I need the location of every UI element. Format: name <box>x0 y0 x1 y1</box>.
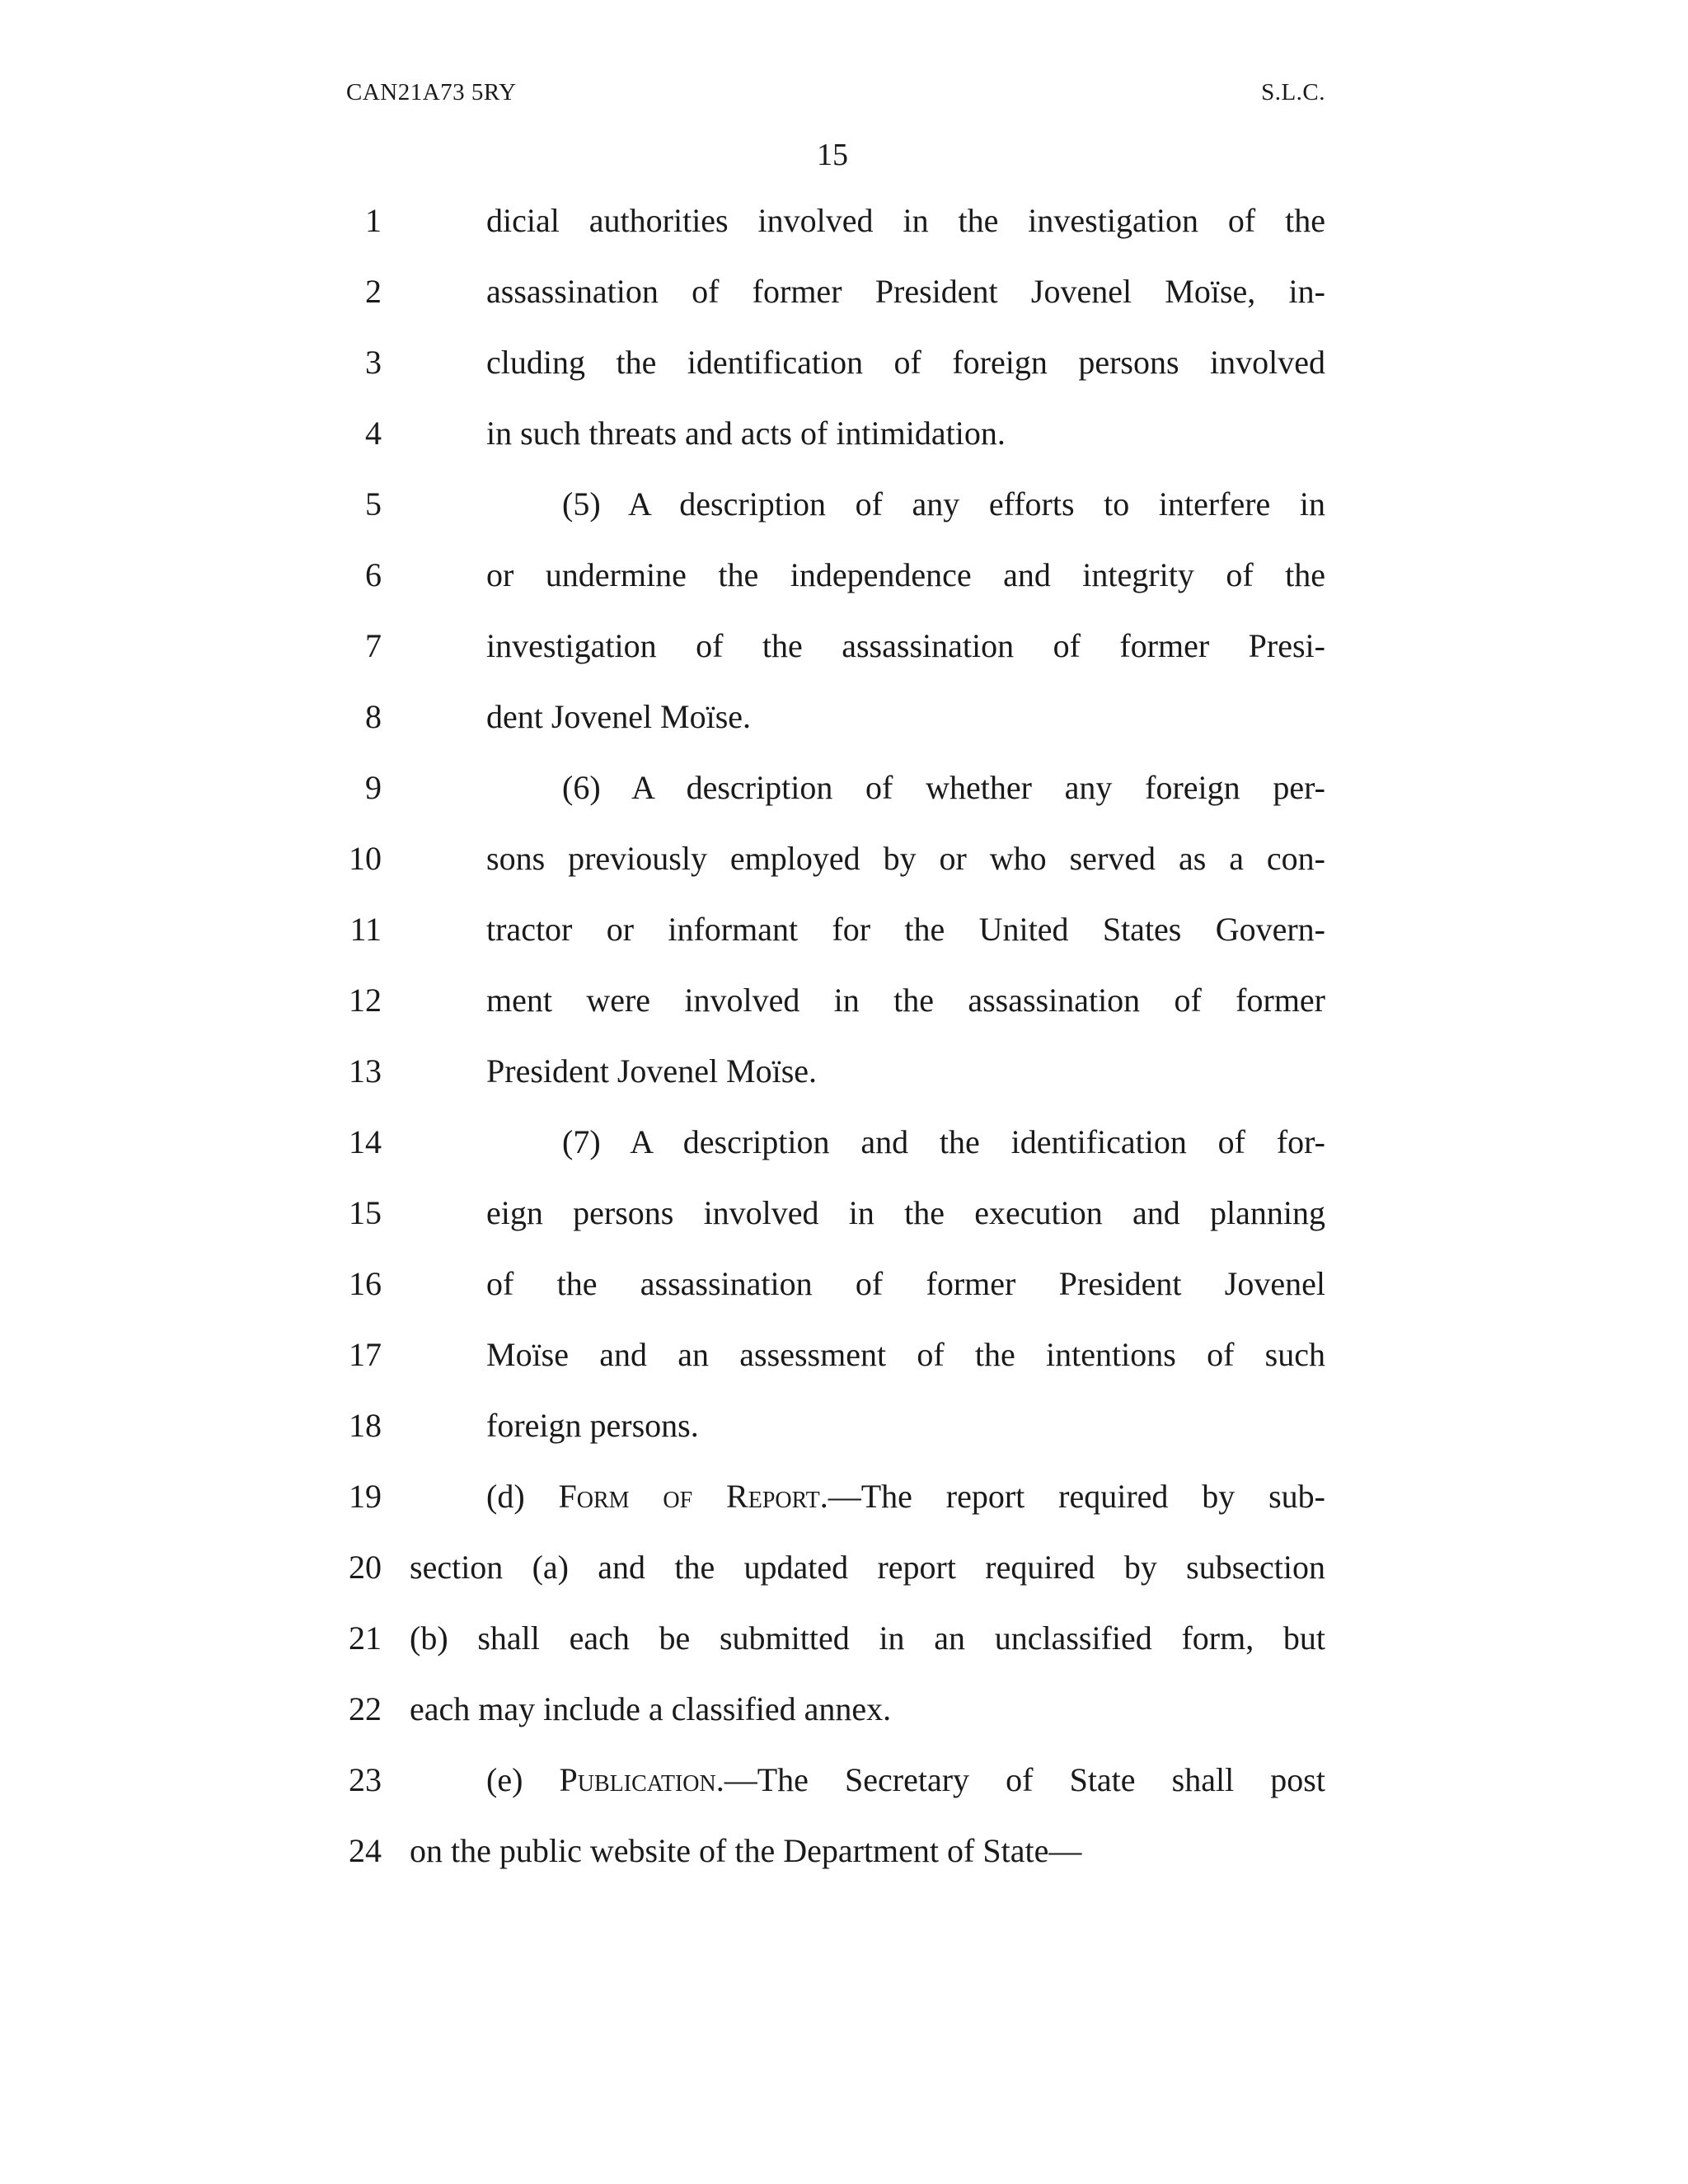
line-text: (6) A description of whether any foreign per- <box>562 769 1325 806</box>
document-line <box>0 692 1688 742</box>
line-number: 9 <box>365 769 382 806</box>
line-text: cluding the identification of foreign persons involved <box>486 344 1325 381</box>
line-number: 6 <box>365 556 382 593</box>
document-line <box>0 1047 1688 1096</box>
subsection-heading: Publication <box>559 1761 716 1798</box>
line-number: 23 <box>349 1761 382 1798</box>
line-number: 24 <box>349 1832 382 1869</box>
subsection-text: .—The Secretary of State shall post <box>715 1761 1325 1798</box>
line-number: 5 <box>365 485 382 523</box>
document-line <box>0 409 1688 458</box>
line-number: 8 <box>365 698 382 735</box>
document-line <box>0 1826 1688 1876</box>
document-line <box>0 1330 1688 1380</box>
line-number: 13 <box>349 1052 382 1090</box>
subsection-text: .—The report required by sub- <box>819 1478 1325 1515</box>
line-text: on the public website of the Department of State— <box>410 1832 1082 1869</box>
line-number: 7 <box>365 627 382 664</box>
line-text: foreign persons. <box>486 1407 699 1444</box>
document-line <box>0 976 1688 1025</box>
line-number: 18 <box>349 1407 382 1444</box>
line-number: 1 <box>365 202 382 239</box>
document-line <box>0 905 1688 954</box>
document-line <box>0 763 1688 813</box>
line-number: 10 <box>349 840 382 877</box>
document-line <box>0 196 1688 246</box>
line-text: (b) shall each be submitted in an unclassified form, but <box>410 1619 1325 1657</box>
document-line <box>0 338 1688 387</box>
line-number: 19 <box>349 1478 382 1515</box>
document-line <box>0 621 1688 671</box>
document-line <box>0 1543 1688 1592</box>
document-line <box>0 834 1688 883</box>
line-number: 12 <box>349 982 382 1019</box>
line-number: 16 <box>349 1265 382 1302</box>
line-text: President Jovenel Moïse. <box>486 1052 818 1090</box>
line-number: 2 <box>365 273 382 310</box>
line-number: 17 <box>349 1336 382 1373</box>
line-text: (7) A description and the identification of for- <box>562 1123 1325 1160</box>
document-line <box>0 1685 1688 1734</box>
line-text: of the assassination of former President Jovenel <box>486 1265 1325 1302</box>
line-number: 14 <box>349 1123 382 1160</box>
subsection-marker: (d) <box>486 1478 559 1515</box>
line-text: tractor or informant for the United States Govern- <box>486 911 1325 948</box>
line-number: 21 <box>349 1619 382 1657</box>
document-line <box>0 1118 1688 1167</box>
line-number: 15 <box>349 1194 382 1231</box>
line-text: Moïse and an assessment of the intentions of such <box>486 1336 1325 1373</box>
line-number: 11 <box>349 911 382 948</box>
line-text: or undermine the independence and integrity of the <box>486 556 1325 593</box>
subsection-marker: (e) <box>486 1761 560 1798</box>
line-text: (5) A description of any efforts to interfere in <box>562 485 1325 523</box>
line-text <box>486 1755 1325 1805</box>
slc-label: S.L.C. <box>1261 79 1325 105</box>
document-line <box>0 1259 1688 1309</box>
line-text: dent Jovenel Moïse. <box>486 698 752 735</box>
line-number: 22 <box>349 1690 382 1727</box>
line-number: 3 <box>365 344 382 381</box>
subsection-heading: Form of Report <box>558 1478 820 1515</box>
document-line <box>0 1755 1688 1805</box>
line-number: 20 <box>349 1549 382 1586</box>
line-text <box>486 1472 1325 1521</box>
document-id: CAN21A73 5RY <box>346 79 517 105</box>
line-text: section (a) and the updated report required by subsection <box>410 1549 1325 1586</box>
line-text: dicial authorities involved in the investigation of the <box>486 202 1325 239</box>
document-line <box>0 1472 1688 1521</box>
document-line <box>0 1614 1688 1663</box>
line-text: in such threats and acts of intimidation. <box>486 415 1006 452</box>
document-line <box>0 1401 1688 1451</box>
line-text: assassination of former President Jovenel Moïse, in- <box>486 273 1325 310</box>
line-number: 4 <box>365 415 382 452</box>
document-line <box>0 480 1688 529</box>
document-line <box>0 551 1688 600</box>
document-line <box>0 267 1688 316</box>
line-text: investigation of the assassination of former Presi- <box>486 627 1325 664</box>
page-number: 15 <box>817 138 848 172</box>
line-text: ment were involved in the assassination of former <box>486 982 1325 1019</box>
line-text: sons previously employed by or who served as a con- <box>486 840 1325 877</box>
line-text: eign persons involved in the execution and planning <box>486 1194 1325 1231</box>
document-line <box>0 1188 1688 1238</box>
line-text: each may include a classified annex. <box>410 1690 892 1727</box>
